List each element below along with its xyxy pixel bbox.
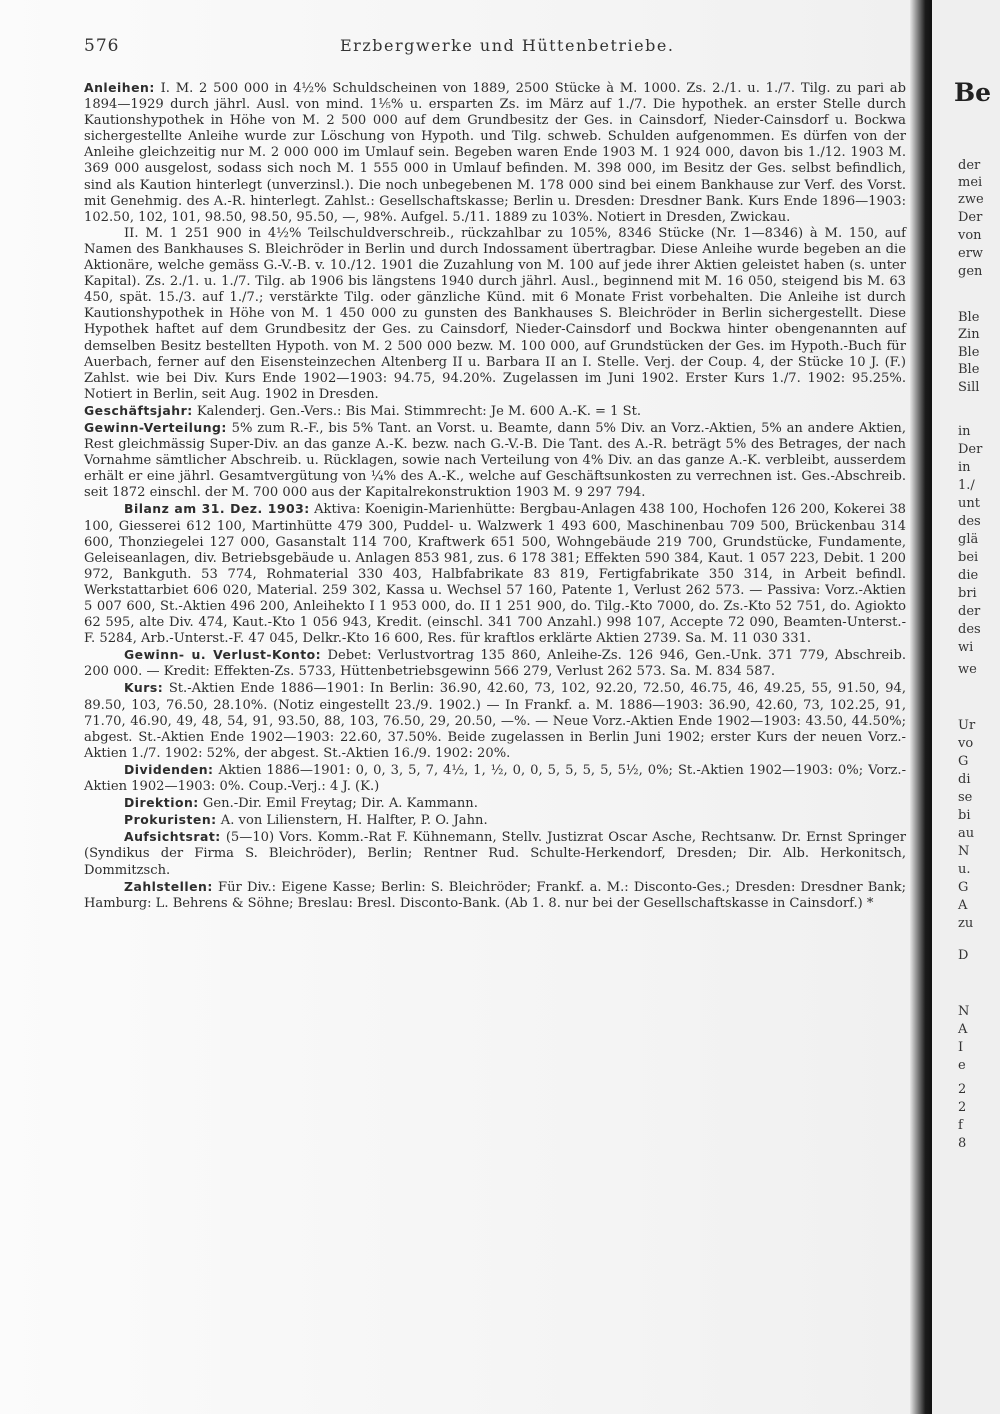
next-page-text-fragment: der [958,604,981,619]
paragraph-text: Aktien 1886—1901: 0, 0, 3, 5, 7, 4½, 1, ½, 0, 0, 5, 5, 5, 5, 5½, 0%; St.-Aktien 1902—1903: 0%; Vorz.-Aktien 1902—1903: 0%. Coup.-Verj.: 4 J. (K.) [84,762,906,795]
next-page-text-fragment: au [958,826,975,841]
paragraph [84,879,906,912]
next-page-text-fragment: A [958,898,968,913]
next-page-text-fragment: in [958,460,971,475]
paragraph-text: Für Div.: Eigene Kasse; Berlin: S. Bleichröder; Frankf. a. M.: Disconto-Ges.; Dresden: Dresdner Bank; Hamburg: L. Behrens & Söhne; Breslau: Bresl. Disconto-Bank. (Ab 1. 8. nur bei der Gesellschaftskasse in Cainsdorf.) * [84,879,906,911]
paragraph-text: Kalenderj. Gen.-Vers.: Bis Mai. Stimmrecht: Je M. 600 A.-K. = 1 St. [196,403,642,419]
next-page-text-fragment: des [958,514,981,529]
paragraph [84,829,906,878]
next-page-text-fragment: in [958,424,971,439]
next-page-text-fragment: glä [958,532,979,547]
paragraph-text: Gen.-Dir. Emil Freytag; Dir. A. Kammann. [202,796,478,812]
next-page-heading-fragment: Be [954,78,992,107]
next-page-text-fragment: Der [958,210,983,225]
page-gutter-shadow [910,0,932,1414]
next-page-text-fragment: Ble [958,362,980,377]
paragraph-text: Aktiva: Koenigin-Marienhütte: Bergbau-Anlagen 438 100, Hochofen 126 200, Kokerei 38 100, Giesserei 612 100, Martinhütte 479 300, Puddel- u. Walzwerk 1 493 600, Maschinenbau 709 500, Brückenbau 314 600, Thonziegelei 127 000, Gasanstalt 114 700, Kraftwerk 651 500, Wohngebäude 219 700, Grundstücke, Fundamente, Geleiseanlagen, div. Betriebsgebäude u. Anlagen 853 981, zus. 6 178 381; Effekten 590 384, Kaut. 1 057 223, Debit. 1 200 972, Bankguth. 53 774, Rohmaterial 330 403, Halbfabrikate 83 819, Fertigfabrikate 350 314, in Arbeit befindl. Werkstattarbiet 606 020, Material. 259 302, Kassa u. Wechsel 57 160, Patente 1, Verlust 262 573. — Passiva: Vorz.-Aktien 5 007 600, St.-Aktien 496 200, Anleihekto I 1 953 000, do. II 1 251 900, do. Tilg.-Kto 7000, do. Zs.-Kto 52 751, do. Agiokto 62 595, alte Div. 474, Kaut.-Kto 1 056 943, Kredit. (einschl. 341 700 Anzahl.) 998 107, Accepte 72 090, Beamten-Unterst.-F. 5284, Arb.-Unterst.-F. 47 045, Delkr.-Kto 16 600, Res. für kraftlos erklärte Aktien 2739. Sa. M. 11 030 331. [84,502,906,647]
paragraph [84,403,906,420]
paragraph [84,647,906,680]
section-label: Direktion: [124,795,199,811]
next-page-text-fragment: Sill [958,380,980,395]
paragraph [84,501,906,647]
paragraph [84,80,906,226]
next-page-text-fragment: se [958,790,973,805]
next-page-text-fragment: Ble [958,345,980,360]
page-number: 576 [84,36,120,56]
next-page-text-fragment: vo [958,736,974,751]
paragraph-text: 5% zum R.-F., bis 5% Tant. an Vorst. u. Beamte, dann 5% Div. an Vorz.-Aktien, 5% an andere Aktien, Rest gleichmässig Super-Div. an das ganze A.-K. bezw. nach G.-V.-B. Die Tant. des A.-R. beträgt 5% des Betrages, der nach Vornahme sämtlicher Abschreib. u. Rücklagen, sowie nach Verteilung von 4% Div. an das ganze A.-K. verbleibt, ausserdem erhält er eine jährl. Gesamtvergütung von ¼% des A.-K., welche auf Geschäftsunkosten zu verrechnen ist. Ges.-Abschreib. seit 1872 einschl. der M. 700 000 aus der Kapitalrekonstruktion 1903 M. 9 297 794. [84,420,906,501]
body-text [84,80,906,912]
paragraph-text: I. M. 2 500 000 in 4½% Schuldscheinen von 1889, 2500 Stücke à M. 1000. Zs. 2./1. u. 1./7. Tilg. zu pari ab 1894—1929 durch jährl. Ausl. von mind. 1⅕% u. ersparten Zs. im März auf 1./7. Die hypothek. an erster Stelle durch Kautionshypothek in Höhe von M. 2 500 000 auf dem Grundbesitz der Ges. in Cainsdorf, Nieder-Cainsdorf u. Bockwa sichergestellte Anleihe wurde zur Löschung von Hypoth. und Tilg. schweb. Schulden aufgenommen. Es dürfen von der Anleihe gleichzeitig nur M. 2 000 000 im Umlauf sein. Begeben waren Ende 1903 M. 1 924 000, davon bis 1./12. 1903 M. 369 000 ausgelost, sodass sich noch M. 1 555 000 in Umlauf befinden. M. 398 000, im Besitz der Ges. selbst befindlich, sind als Kaution hinterlegt (unverzinsl.). Die noch unbegebenen M. 178 000 sind bei einem Bankhause zur Verf. des Vorst. mit Genehmig. des A.-R. hinterlegt. Zahlst.: Gesellschaftskasse; Berlin u. Dresden: Dresdner Bank. Kurs Ende 1896—1903: 102.50, 102, 101, 98.50, 98.50, 95.50, —, 98%. Aufgel. 5./11. 1889 zu 103%. Notiert in Dresden, Zwickau. [84,81,906,225]
paragraph [84,420,906,501]
paragraph-text: A. von Lilienstern, H. Halfter, P. O. Jahn. [220,813,488,829]
paragraph [84,795,906,812]
next-page-text-fragment: u. [958,862,971,877]
next-page-text-fragment: N [958,844,970,859]
next-page-text-fragment: e [958,1058,966,1073]
section-label: Prokuristen: [124,812,217,828]
next-page-text-fragment: unt [958,496,980,511]
next-page-text-fragment: G [958,880,969,895]
paragraph [84,762,906,795]
section-label: Zahlstellen: [124,878,213,894]
next-page-text-fragment: 1./ [958,478,975,493]
section-label: Dividenden: [124,761,214,777]
next-page-text-fragment: I [958,1040,964,1055]
next-page-text-fragment: wi [958,640,974,655]
section-label: Anleihen: [84,80,155,95]
section-label: Aufsichtsrat: [124,829,221,845]
next-page-text-fragment: Ble [958,310,980,325]
paragraph [84,812,906,829]
section-label: Kurs: [124,680,164,696]
next-page-text-fragment: des [958,622,981,637]
next-page-text-fragment: die [958,568,979,583]
next-page-text-fragment: di [958,772,971,787]
next-page-text-fragment: der [958,158,981,173]
next-page-text-fragment: Der [958,442,983,457]
section-label: Bilanz am 31. Dez. 1903: [124,501,310,517]
next-page-text-fragment: 2 [958,1082,967,1097]
paragraph [84,226,906,403]
next-page-text-fragment: bei [958,550,979,565]
next-page-text-fragment: Zin [958,327,980,342]
running-title: Erzbergwerke und Hüttenbetriebe. [340,36,675,55]
next-page-text-fragment: D [958,948,969,963]
next-page-text-fragment: 2 [958,1100,967,1115]
next-page-text-fragment: G [958,754,969,769]
next-page-text-fragment: von [958,228,982,243]
next-page-text-fragment: f [958,1118,963,1133]
next-page-text-fragment: bi [958,808,971,823]
next-page-text-fragment: bri [958,586,977,601]
next-page-text-fragment: 8 [958,1136,967,1151]
paragraph-text: II. M. 1 251 900 in 4½% Teilschuldverschreib., rückzahlbar zu 105%, 8346 Stücke (Nr. 1—8346) à M. 150, auf Namen des Bankhauses S. Bleichröder in Berlin und durch Indossament übertragbar. Diese Anleihe wurde begeben an die Aktionäre, welche gemäss G.-V.-B. v. 10./12. 1901 die Zuzahlung von M. 100 auf jede ihrer Aktien geleistet haben (s. unter Kapital). Zs. 2./1. u. 1./7. Tilg. ab 1906 bis längstens 1940 durch jährl. Ausl., beginnend mit M. 16 050, steigend bis M. 63 450, spät. 15./3. auf 1./7.; verstärkte Tilg. oder gänzliche Künd. mit 6 Monate Frist vorbehalten. Die Anleihe ist durch Kautionshypothek in Höhe von M. 1 450 000 zu gunsten des Bankhauses S. Bleichröder in Berlin sichergestellt. Diese Hypothek haftet auf dem Grundbesitz der Ges. zu Cainsdorf, Nieder-Cainsdorf und Bockwa hinter obengenannten auf demselben Besitz bestellten Hypoth. von M. 2 500 000 bezw. M. 100 000, auf Grundstücken der Ges. im Hypoth.-Buch für Auerbach, ferner auf den Eisensteinzechen Altenberg II u. Barbara II an I. Stelle. Verj. der Coup. 4, der Stücke 10 J. (F.) Zahlst. wie bei Div. Kurs Ende 1902—1903: 94.75, 94.20%. Zugelassen im Juni 1902. Erster Kurs 1./7. 1902: 95.25%. Notiert in Berlin, seit Aug. 1902 in Dresden. [84,225,906,402]
next-page-text-fragment: erw [958,246,984,261]
next-page-text-fragment: zu [958,916,974,931]
next-page-text-fragment: zwe [958,192,984,207]
next-page-text-fragment: we [958,662,977,677]
next-page-text-fragment: A [958,1022,968,1037]
next-page-text-fragment: gen [958,264,983,279]
section-label: Geschäftsjahr: [84,402,193,418]
section-label: Gewinn- u. Verlust-Konto: [124,647,322,663]
next-page-text-fragment: N [958,1004,970,1019]
section-label: Gewinn-Verteilung: [84,419,227,435]
paragraph-text: (5—10) Vors. Komm.-Rat F. Kühnemann, Stellv. Justizrat Oscar Asche, Rechtsanw. Dr. Ernst Springer (Syndikus der Firma S. Bleichröder), Berlin; Rentner Rud. Schulte-Herkendorf, Dresden; Dir. Alb. Herkonitsch, Dommitzsch. [84,830,906,878]
paragraph-text: St.-Aktien Ende 1886—1901: In Berlin: 36.90, 42.60, 73, 102, 92.20, 72.50, 46.75, 46, 49.25, 55, 91.50, 94, 89.50, 103, 76.50, 28.10%. (Notiz eingestellt 23./9. 1902.) — In Frankf. a. M. 1886—1903: 36.90, 42.60, 73, 102.25, 91, 71.70, 46.90, 49, 48, 54, 91, 93.50, 88, 103, 76.50, 29, 20.50, —%. — Neue Vorz.-Aktien Ende 1902—1903: 43.50, 44.50%; abgest. St.-Aktien Ende 1902—1903: 22.60, 37.50%. Beide zugelassen in Berlin Juni 1902; erster Kurs der neuen Vorz.-Aktien 1./7. 1902: 52%, der abgest. St.-Aktien 16./9. 1902: 20%. [84,681,906,761]
paragraph-text: Debet: Verlustvortrag 135 860, Anleihe-Zs. 126 946, Gen.-Unk. 371 779, Abschreib. 200 000. — Kredit: Effekten-Zs. 5733, Hüttenbetriebsgewinn 566 279, Verlust 262 573. Sa. M. 834 587. [84,648,906,680]
next-page-text-fragment: Ur [958,718,976,733]
paragraph [84,680,906,761]
next-page-text-fragment: mei [958,175,983,190]
